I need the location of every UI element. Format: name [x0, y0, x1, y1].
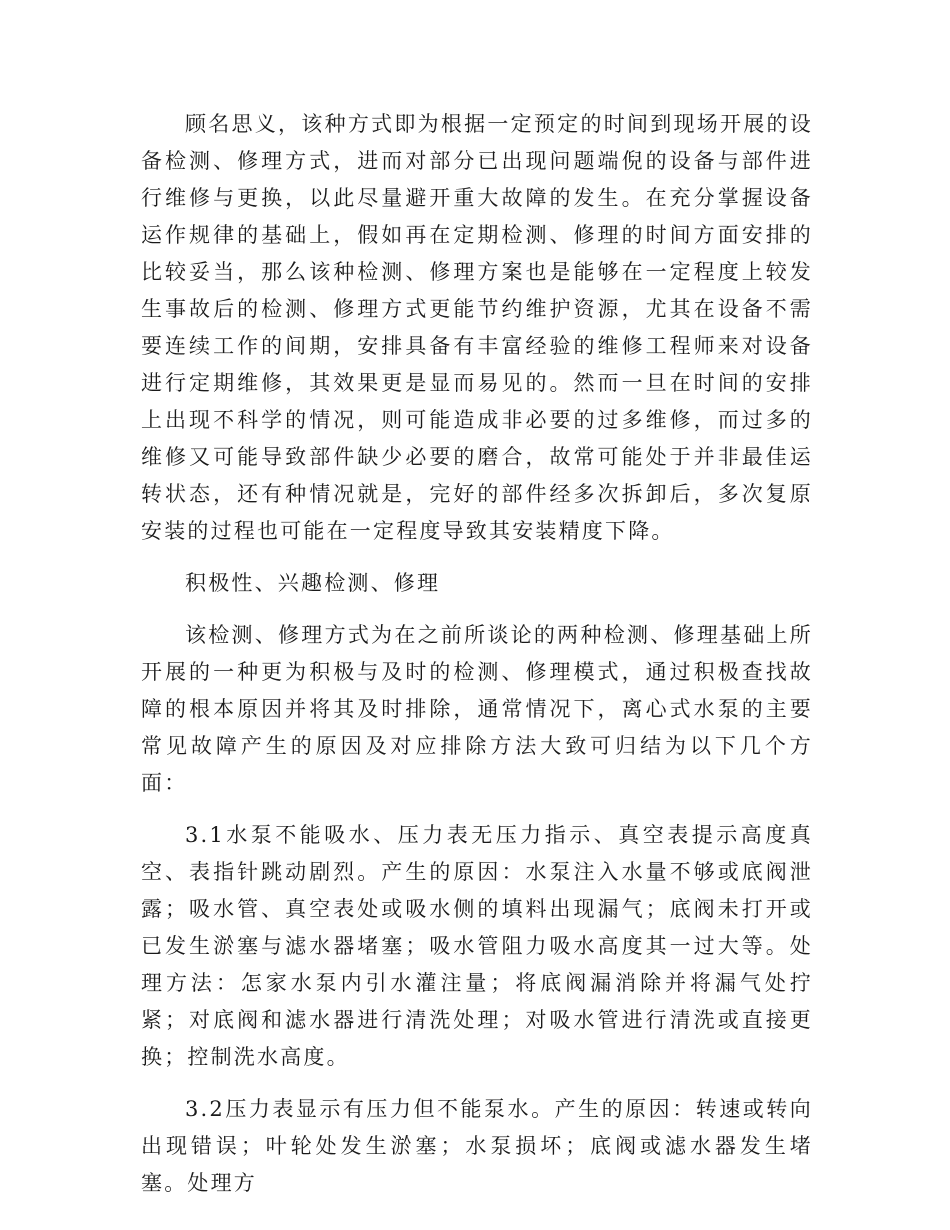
section-heading-proactive-maintenance: 积极性、兴趣检测、修理 [185, 571, 441, 595]
paragraph-fault-3-1: 3.1水泵不能吸水、压力表无压力指示、真空表提示高度真空、表指针跳动剧烈。产生的原因：水泵注入水量不够或底阀泄露；吸水管、真空表处或吸水侧的填料出现漏气；底阀未打开或已发生淤塞与滤水器堵塞；吸水管阻力吸水高度其一过大等。处理方法：怎家水泵内引水灌注量；将底阀漏消除并将漏气处拧紧；对底阀和滤水器进行清洗处理；对吸水管进行清洗或直接更换；控制洗水高度。 [141, 823, 813, 1069]
paragraph-proactive-maintenance: 该检测、修理方式为在之前所谈论的两种检测、修理基础上所开展的一种更为积极与及时的检测、修理模式，通过积极查找故障的根本原因并将其及时排除，通常情况下，离心式水泵的主要常见故障产生的原因及对应排除方法大致可归结为以下几个方面： [141, 623, 813, 795]
document-body [141, 106, 813, 1202]
paragraph-fault-3-2: 3.2压力表显示有压力但不能泵水。产生的原因：转速或转向出现错误；叶轮处发生淤塞；水泵损坏；底阀或滤水器发生堵塞。处理方 [141, 1097, 813, 1195]
paragraph-periodic-maintenance: 顾名思义，该种方式即为根据一定预定的时间到现场开展的设备检测、修理方式，进而对部分已出现问题端倪的设备与部件进行维修与更换，以此尽量避开重大故障的发生。在充分掌握设备运作规律的基础上，假如再在定期检测、修理的时间方面安排的比较妥当，那么该种检测、修理方案也是能够在一定程度上较发生事故后的检测、修理方式更能节约维护资源，尤其在设备不需要连续工作的间期，安排具备有丰富经验的维修工程师来对设备进行定期维修，其效果更是显而易见的。然而一旦在时间的安排上出现不科学的情况，则可能造成非必要的过多维修，而过多的维修又可能导致部件缺少必要的磨合，故常可能处于并非最佳运转状态，还有种情况就是，完好的部件经多次拆卸后，多次复原安装的过程也可能在一定程度导致其安装精度下降。 [141, 112, 813, 543]
